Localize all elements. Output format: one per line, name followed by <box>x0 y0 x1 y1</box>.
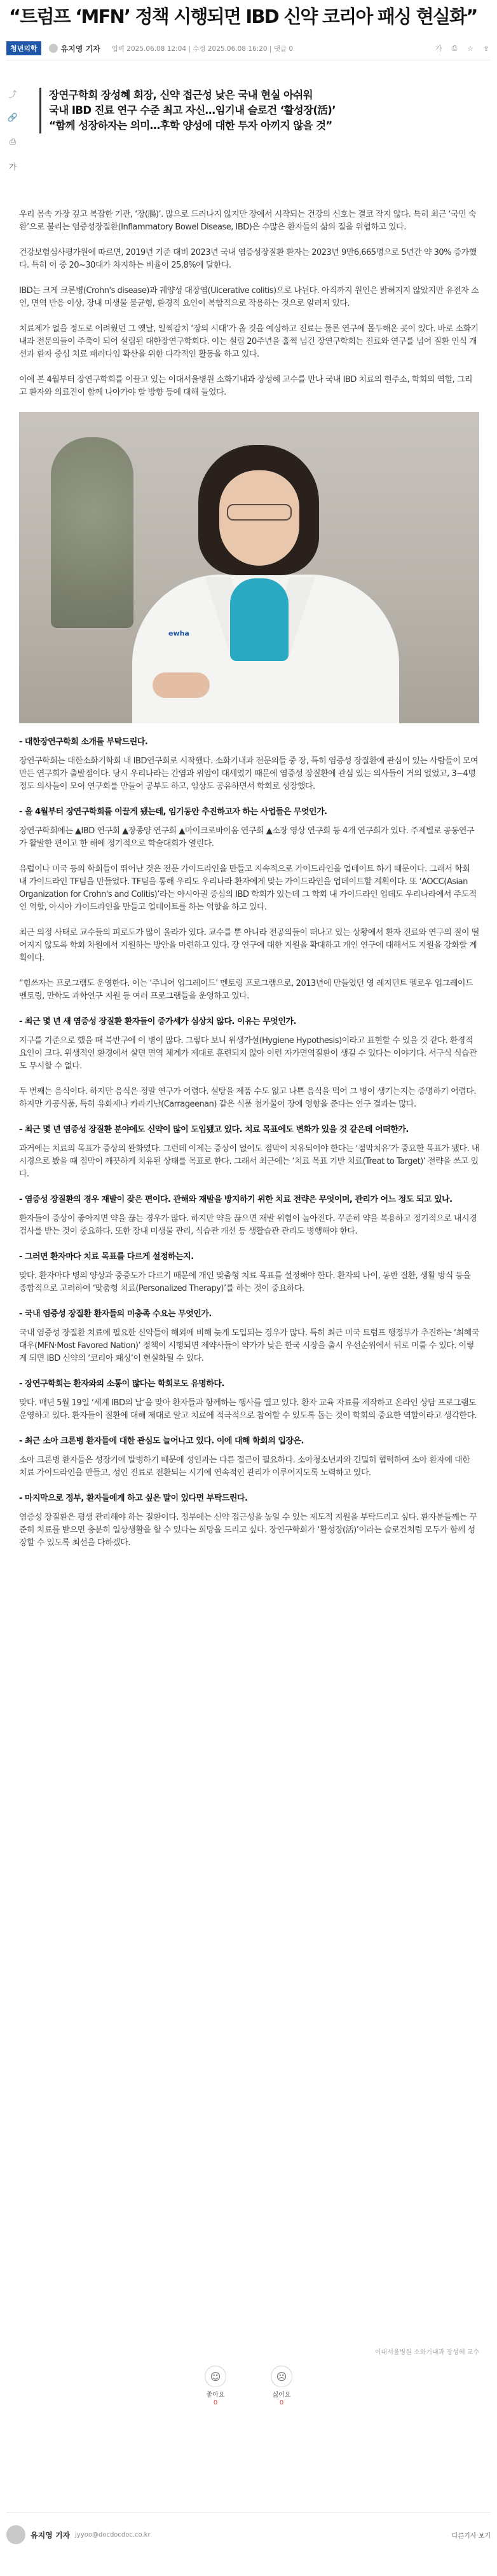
article-dates: 입력 2025.06.08 12:04 | 수정 2025.06.08 16:20 | 댓글 0 <box>111 44 294 53</box>
bookmark-icon[interactable]: ☆ <box>467 44 473 53</box>
font-size-icon[interactable]: 가 <box>8 162 17 172</box>
article-title: “트럼프 ‘MFN’ 정책 시행되면 IBD 신약 코리아 패싱 현실화” <box>9 6 477 27</box>
photo-glasses <box>227 504 292 521</box>
body-paragraph: 최근 의정 사태로 교수들의 피로도가 많이 올라가 있다. 교수를 뿐 아니라 전공의들이 떠나고 있는 상황에서 환자 진료와 연구의 질이 떨어지지 않도록 학회 차원에서 지원하는 방안을 마련하고 있다. 장 연구에 대한 지원을 확대하고 개인 연구에 대해서도 지원을 강화할 계획이다. <box>19 928 479 963</box>
body-paragraph: “힘쓰자는 프로그램도 운영한다. 이는 ‘주니어 업그레이드’ 멘토링 프로그램으로, 2013년에 만들었던 영 레지던트 펠로우 업그레이드 멘토링, 만학도 과학연구 지원 등 여러 프로그램들을 운영하고 있다. <box>19 979 473 1001</box>
interview-question: - 마지막으로 정부, 환자들에게 하고 싶은 말이 있다면 부탁드린다. <box>19 1494 248 1503</box>
photo-caption: 이대서울병원 소화기내과 장성혜 교수 <box>374 2349 479 2356</box>
font-size-icon[interactable]: 가 <box>435 44 442 53</box>
share-icon[interactable]: ⤴ <box>8 90 17 100</box>
body-paragraph: 맞다. 환자마다 병의 양상과 중증도가 다르기 때문에 개인 맞춤형 치료 목표를 설정해야 한다. 환자의 나이, 동반 질환, 생활 방식 등을 종합적으로 고려하여 ‘맞춤형 치료(Personalized Therapy)’를 하는 것이 중요하다. <box>19 1271 471 1293</box>
body-paragraph: 소아 크론병 환자들은 성장기에 발병하기 때문에 성인과는 다른 접근이 필요하다. 소아청소년과와 긴밀히 협력하여 소아 환자에 대한 치료 가이드라인을 만들고, 성인 진료로 전환되는 시기에 연속적인 관리가 이루어지도록 노력하고 있다. <box>19 1455 470 1478</box>
body-paragraph: 맞다. 매년 5월 19일 ‘세계 IBD의 날’을 맞아 환자들과 함께하는 행사를 열고 있다. 환자 교육 자료를 제작하고 온라인 상담 프로그램도 운영하고 있다. 환자들이 질환에 대해 제대로 알고 치료에 적극적으로 참여할 수 있도록 돕는 것이 학회의 중요한 역할이라고 생각한다. <box>19 1398 477 1421</box>
article-summary <box>39 88 484 133</box>
body-paragraph: 이에 본 4월부터 장연구학회를 이끌고 있는 이대서울병원 소화기내과 장성혜 교수를 만나 국내 IBD 치료의 현주소, 학회의 역할, 그리고 환자와 의료진이 함께 나아가야 할 방향 등에 대해 들었다. <box>19 375 473 397</box>
dislike-reaction[interactable] <box>271 2366 292 2406</box>
article-body <box>19 208 479 1562</box>
body-paragraph: 건강보험심사평가원에 따르면, 2019년 기준 대비 2023년 국내 염증성장질환 환자는 2023년 9만6,665명으로 5년간 약 30% 증가했다. 특히 이 중 20~30대가 차지하는 비율이 25.8%에 달한다. <box>19 248 477 270</box>
author-avatar <box>6 2525 25 2544</box>
body-paragraph: 환자들이 증상이 좋아지면 약을 끊는 경우가 많다. 하지만 약을 끊으면 재발 위험이 높아진다. 꾸준히 약을 복용하고 정기적으로 내시경 검사를 받는 것이 중요하다. 또한 장내 미생물 관리, 식습관 개선 등 생활습관 관리도 병행해야 한다. <box>19 1214 477 1236</box>
interview-question: - 염증성 장질환의 경우 재발이 잦은 편이다. 관해와 재발을 방지하기 위한 치료 전략은 무엇이며, 관리가 어느 정도 되고 있나. <box>19 1195 453 1204</box>
summary-line: 국내 IBD 진료 연구 수준 최고 자신…임기내 슬로건 ‘활성장(活)’ <box>49 104 336 116</box>
body-paragraph: 과거에는 치료의 목표가 증상의 완화였다. 그런데 이제는 증상이 없어도 점막이 치유되어야 한다는 ‘점막치유’가 중요한 목표가 됐다. 내시경으로 봤을 때 점막이 깨끗하게 치유된 상태를 목표로 한다. 그래서 최근에는 ‘치료 목표 기반 치료(Treat to Target)’ 전략을 쓰고 있다. <box>19 1144 479 1179</box>
footer-author-name[interactable]: 유지영 기자 <box>31 2530 71 2540</box>
article-photo[interactable] <box>19 412 479 723</box>
dislike-icon[interactable]: ☹ <box>271 2366 292 2387</box>
body-paragraph: 치료제가 없을 정도로 어려웠던 그 옛날, 일찍감치 ‘장의 시대’가 올 것을 예상하고 진료는 물론 연구에 몰두해온 곳이 있다. 바로 소화기내과 전문의들이 주축이 되어 설립된 대한장연구학회다. 이는 설립 20주년을 훌쩍 넘긴 장연구학회는 진료와 연구를 넘어 질환 인식 개선과 환자 중심 치료 패러다임 확산을 위한 다각적인 활동을 하고 있다. <box>19 324 479 359</box>
share-sidebar <box>5 88 20 172</box>
summary-line: 장연구학회 장성혜 회장, 신약 접근성 낮은 국내 현실 아쉬워 <box>49 89 313 101</box>
like-icon[interactable]: ☺ <box>205 2366 226 2387</box>
interview-question: - 최근 몇 년 새 염증성 장질환 환자들이 증가세가 심상치 않다. 이유는 무엇인가. <box>19 1017 296 1026</box>
summary-line: “함께 성장하자는 의미…후학 양성에 대한 투자 아끼지 않을 것” <box>49 119 332 132</box>
print-icon[interactable]: ⎙ <box>9 137 17 147</box>
reaction-count: 0 <box>213 2399 218 2406</box>
interview-question: - 장연구학회는 환자와의 소통이 많다는 학회로도 유명하다. <box>19 1379 224 1389</box>
like-reaction[interactable] <box>205 2366 226 2406</box>
meta-toolbar <box>434 44 491 53</box>
body-paragraph: 염증성 장질환은 평생 관리해야 하는 질환이다. 정부에는 신약 접근성을 높일 수 있는 제도적 지원을 부탁드리고 싶다. 환자분들께는 꾸준히 치료를 받으면 충분히 일상생활을 할 수 있다는 희망을 드리고 싶다. 장연구학회가 ‘활성장(活)’이라는 슬로건처럼 모두가 함께 성장할 수 있도록 최선을 다하겠다. <box>19 1513 477 1548</box>
photo-plant <box>51 437 133 628</box>
author-footer <box>6 2522 491 2547</box>
reaction-bar <box>0 2366 497 2406</box>
section-badge[interactable]: 청년의학 <box>6 41 41 55</box>
interview-question: - 최근 몇 년 염증성 장질환 분야에도 신약이 많이 도입됐고 있다. 치료 목표에도 변화가 있을 것 같은데 어떠한가. <box>19 1125 409 1135</box>
interview-question: - 대한장연구학회 소개를 부탁드린다. <box>19 737 148 747</box>
body-paragraph: 장연구학회에는 ▲IBD 연구회 ▲장종양 연구회 ▲마이크로바이옴 연구회 ▲소장 영상 연구회 등 4개 연구회가 있다. 주제별로 공동연구가 활발한 편이고 한 해에 정기적으로 학술대회가 열린다. <box>19 826 474 848</box>
photo-shirt <box>230 578 289 661</box>
body-paragraph: IBD는 크게 크론병(Crohn's disease)과 궤양성 대장염(Ulcerative colitis)으로 나뉜다. 아직까지 원인은 밝혀지지 않았지만 유전자 소인, 면역 반응 이상, 장내 미생물 불균형, 환경적 요인이 복합적으로 작용하는 것으로 알려져 있다. <box>19 286 479 308</box>
reaction-label: 싫어요 <box>272 2392 291 2399</box>
body-paragraph: 국내 염증성 장질환 치료에 필요한 신약들이 해외에 비해 늦게 도입되는 경우가 많다. 특히 최근 미국 트럼프 행정부가 추진하는 ‘최혜국 대우(MFN·Most Favored Nation)’ 정책이 시행되면 제약사들이 약가가 낮은 한국 시장을 출시 우선순위에서 뒤로 미룰 수 있다. 이렇게 되면 IBD 신약의 ‘코리아 패싱’이 현실화될 수 있다. <box>19 1328 479 1363</box>
photo-hand <box>153 672 210 698</box>
body-paragraph: 두 번째는 음식이다. 하지만 음식은 정말 연구가 어렵다. 설탕을 제품 수도 없고 나쁜 음식을 먹어 그 병이 생기는지는 증명하기 어렵다. 하지만 가공식품, 특히 유화제나 카라기난(Carrageenan) 같은 식품 첨가물이 장에 영향을 준다는 연구 결과는 많다. <box>19 1087 476 1109</box>
print-icon[interactable]: ⎙ <box>451 44 458 52</box>
reaction-label: 좋아요 <box>206 2392 225 2399</box>
author-name[interactable]: 유지영 기자 <box>60 44 100 53</box>
share-icon[interactable]: ⇪ <box>483 44 489 53</box>
article-meta <box>6 39 491 57</box>
reaction-count: 0 <box>279 2399 284 2406</box>
body-paragraph: 장연구학회는 대한소화기학회 내 IBD연구회로 시작했다. 소화기내과 전문의들 중 장, 특히 염증성 장질환에 관심이 있는 사람들이 모여 만든 연구회가 출발점이다. 당시 우리나라는 간염과 위암이 대세였기 때문에 염증성 장질환에 관심 있는 의사들이 거의 없었고, 3~4명 정도 의사들이 모여 연구회를 만들어 공부도 하고, 임상도 공유하면서 학회로 성장했다. <box>19 756 479 791</box>
interview-question: - 올 4월부터 장연구학회를 이끌게 됐는데, 임기동안 추진하고자 하는 사업들은 무엇인가. <box>19 807 327 817</box>
copy-link-icon[interactable]: 🔗 <box>7 112 18 123</box>
interview-question: - 최근 소아 크론병 환자들에 대한 관심도 늘어나고 있다. 이에 대해 학회의 입장은. <box>19 1436 304 1446</box>
interview-question: - 국내 염증성 장질환 환자들의 미충족 수요는 무엇인가. <box>19 1309 212 1319</box>
photo-coat-logo: ewha <box>168 629 189 637</box>
body-paragraph: 유럽이나 미국 등의 학회들이 뛰어난 것은 전문 가이드라인을 만들고 지속적으로 가이드라인을 업데이트 하기 때문이다. 그래서 학회 내 가이드라인 TF팀을 만들었다. TF팀을 통해 우리도 우리나라 환자에게 맞는 가이드라인을 업데이트할 계획이다. 또 ‘AOCC(Asian Organization for Crohn's and Colitis)’라는 아시아권 중심의 IBD 학회가 있는데 그 학회 내 가이드라인 업데도 우리나라에서 주도적인 역할, 아시아 가이드라인을 만들고 업데이트를 하는 역할을 하고 있다. <box>19 864 477 912</box>
author-avatar <box>49 44 58 53</box>
footer-author-email[interactable]: jyyoo@docdocdoc.co.kr <box>75 2531 151 2539</box>
body-paragraph: 지구를 기준으로 했을 때 북반구에 이 병이 많다. 그렇다 보니 위생가설(Hygiene Hypothesis)이라고 표현할 수 있을 것 같다. 환경적 요인이 크다. 위생적인 환경에서 살면 면역 체계가 제대로 훈련되지 않아 이런 자가면역질환이 생길 수 있다는 이야기다. 서구식 식습관도 무시할 수 없다. <box>19 1036 477 1071</box>
interview-question: - 그러면 환자마다 치료 목표를 다르게 설정하는지. <box>19 1252 194 1262</box>
more-articles-link[interactable]: 다른기사 보기 <box>451 2532 491 2540</box>
body-paragraph: 우리 몸속 가장 깊고 복잡한 기관, ‘장(腸)’. 많으로 드러나지 않지만 장에서 시작되는 건강의 신호는 결코 작지 않다. 특히 최근 ‘국민 숙환’으로 불리는 염증성장질환(Inflammatory Bowel Disease, IBD)은 수많은 환자들의 삶의 질을 위협하고 있다. <box>19 210 476 232</box>
